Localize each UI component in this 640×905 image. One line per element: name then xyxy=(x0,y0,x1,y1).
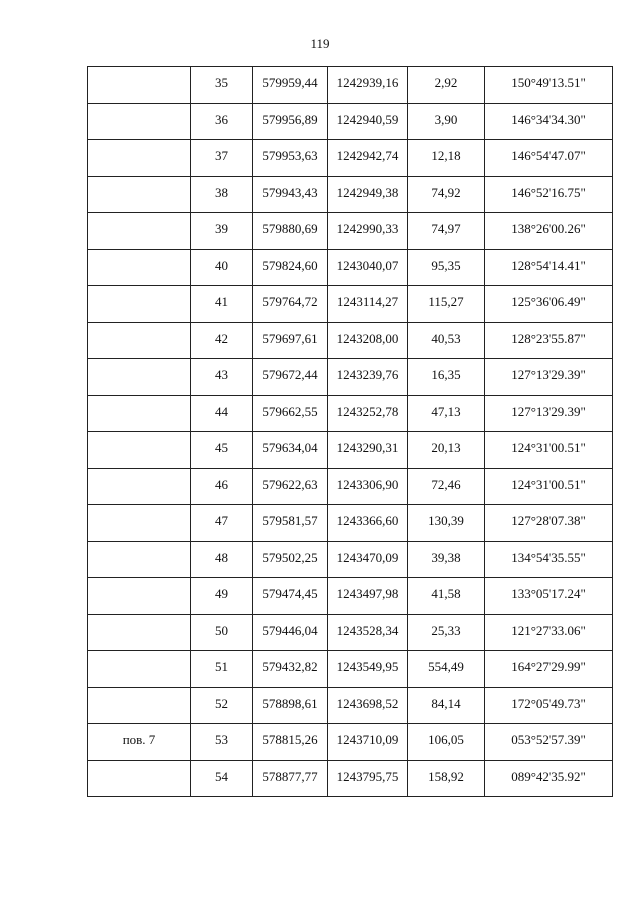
table-row xyxy=(88,359,613,396)
table-row xyxy=(88,578,613,615)
direction-angle-cell: 172°05'49.73" xyxy=(485,687,613,724)
x-coordinate-cell: 579880,69 xyxy=(253,213,328,250)
table-row xyxy=(88,724,613,761)
y-coordinate-cell: 1242940,59 xyxy=(328,103,408,140)
direction-angle-cell: 133°05'17.24" xyxy=(485,578,613,615)
point-number-cell: 54 xyxy=(191,760,253,797)
y-coordinate-cell: 1243470,09 xyxy=(328,541,408,578)
point-number-cell: 37 xyxy=(191,140,253,177)
segment-length-cell: 20,13 xyxy=(408,432,485,469)
direction-angle-cell: 127°28'07.38" xyxy=(485,505,613,542)
point-label-cell xyxy=(88,541,191,578)
direction-angle-cell: 164°27'29.99" xyxy=(485,651,613,688)
point-label-cell xyxy=(88,614,191,651)
direction-angle-cell: 150°49'13.51" xyxy=(485,67,613,104)
point-label-cell xyxy=(88,578,191,615)
point-number-cell: 43 xyxy=(191,359,253,396)
segment-length-cell: 84,14 xyxy=(408,687,485,724)
segment-length-cell: 40,53 xyxy=(408,322,485,359)
y-coordinate-cell: 1243040,07 xyxy=(328,249,408,286)
direction-angle-cell: 125°36'06.49" xyxy=(485,286,613,323)
point-number-cell: 45 xyxy=(191,432,253,469)
coordinates-table-body xyxy=(88,67,613,797)
direction-angle-cell: 134°54'35.55" xyxy=(485,541,613,578)
table-row xyxy=(88,176,613,213)
point-number-cell: 50 xyxy=(191,614,253,651)
direction-angle-cell: 127°13'29.39" xyxy=(485,395,613,432)
segment-length-cell: 41,58 xyxy=(408,578,485,615)
segment-length-cell: 158,92 xyxy=(408,760,485,797)
point-number-cell: 47 xyxy=(191,505,253,542)
table-row xyxy=(88,651,613,688)
point-label-cell: пов. 7 xyxy=(88,724,191,761)
page-number: 119 xyxy=(310,36,330,51)
point-label-cell xyxy=(88,760,191,797)
x-coordinate-cell: 579697,61 xyxy=(253,322,328,359)
direction-angle-cell: 146°52'16.75" xyxy=(485,176,613,213)
table-row xyxy=(88,505,613,542)
point-label-cell xyxy=(88,432,191,469)
point-number-cell: 53 xyxy=(191,724,253,761)
direction-angle-cell: 146°34'34.30" xyxy=(485,103,613,140)
point-label-cell xyxy=(88,140,191,177)
point-number-cell: 46 xyxy=(191,468,253,505)
x-coordinate-cell: 579959,44 xyxy=(253,67,328,104)
point-label-cell xyxy=(88,249,191,286)
segment-length-cell: 39,38 xyxy=(408,541,485,578)
point-label-cell xyxy=(88,468,191,505)
y-coordinate-cell: 1243698,52 xyxy=(328,687,408,724)
x-coordinate-cell: 579581,57 xyxy=(253,505,328,542)
x-coordinate-cell: 579432,82 xyxy=(253,651,328,688)
segment-length-cell: 554,49 xyxy=(408,651,485,688)
segment-length-cell: 12,18 xyxy=(408,140,485,177)
segment-length-cell: 72,46 xyxy=(408,468,485,505)
table-row xyxy=(88,140,613,177)
point-number-cell: 52 xyxy=(191,687,253,724)
point-number-cell: 40 xyxy=(191,249,253,286)
point-number-cell: 36 xyxy=(191,103,253,140)
y-coordinate-cell: 1242942,74 xyxy=(328,140,408,177)
x-coordinate-cell: 578815,26 xyxy=(253,724,328,761)
direction-angle-cell: 146°54'47.07" xyxy=(485,140,613,177)
y-coordinate-cell: 1243114,27 xyxy=(328,286,408,323)
y-coordinate-cell: 1242990,33 xyxy=(328,213,408,250)
coordinates-table xyxy=(87,66,613,797)
direction-angle-cell: 124°31'00.51" xyxy=(485,468,613,505)
direction-angle-cell: 127°13'29.39" xyxy=(485,359,613,396)
x-coordinate-cell: 579634,04 xyxy=(253,432,328,469)
point-label-cell xyxy=(88,286,191,323)
point-label-cell xyxy=(88,103,191,140)
direction-angle-cell: 138°26'00.26" xyxy=(485,213,613,250)
point-number-cell: 48 xyxy=(191,541,253,578)
direction-angle-cell: 124°31'00.51" xyxy=(485,432,613,469)
y-coordinate-cell: 1243208,00 xyxy=(328,322,408,359)
x-coordinate-cell: 579662,55 xyxy=(253,395,328,432)
x-coordinate-cell: 579943,43 xyxy=(253,176,328,213)
y-coordinate-cell: 1242939,16 xyxy=(328,67,408,104)
x-coordinate-cell: 579622,63 xyxy=(253,468,328,505)
x-coordinate-cell: 578877,77 xyxy=(253,760,328,797)
x-coordinate-cell: 579764,72 xyxy=(253,286,328,323)
segment-length-cell: 25,33 xyxy=(408,614,485,651)
direction-angle-cell: 121°27'33.06" xyxy=(485,614,613,651)
table-row xyxy=(88,286,613,323)
y-coordinate-cell: 1243528,34 xyxy=(328,614,408,651)
point-number-cell: 42 xyxy=(191,322,253,359)
table-row xyxy=(88,468,613,505)
point-number-cell: 44 xyxy=(191,395,253,432)
y-coordinate-cell: 1243549,95 xyxy=(328,651,408,688)
table-row xyxy=(88,213,613,250)
table-row xyxy=(88,614,613,651)
direction-angle-cell: 128°54'14.41" xyxy=(485,249,613,286)
segment-length-cell: 16,35 xyxy=(408,359,485,396)
segment-length-cell: 130,39 xyxy=(408,505,485,542)
x-coordinate-cell: 578898,61 xyxy=(253,687,328,724)
y-coordinate-cell: 1243290,31 xyxy=(328,432,408,469)
point-number-cell: 49 xyxy=(191,578,253,615)
point-number-cell: 41 xyxy=(191,286,253,323)
direction-angle-cell: 128°23'55.87" xyxy=(485,322,613,359)
x-coordinate-cell: 579672,44 xyxy=(253,359,328,396)
segment-length-cell: 3,90 xyxy=(408,103,485,140)
point-label-cell xyxy=(88,322,191,359)
segment-length-cell: 47,13 xyxy=(408,395,485,432)
segment-length-cell: 74,92 xyxy=(408,176,485,213)
y-coordinate-cell: 1243306,90 xyxy=(328,468,408,505)
y-coordinate-cell: 1243795,75 xyxy=(328,760,408,797)
table-row xyxy=(88,103,613,140)
table-row xyxy=(88,541,613,578)
point-label-cell xyxy=(88,359,191,396)
point-number-cell: 35 xyxy=(191,67,253,104)
point-label-cell xyxy=(88,505,191,542)
point-number-cell: 38 xyxy=(191,176,253,213)
direction-angle-cell: 053°52'57.39" xyxy=(485,724,613,761)
x-coordinate-cell: 579953,63 xyxy=(253,140,328,177)
point-label-cell xyxy=(88,395,191,432)
segment-length-cell: 2,92 xyxy=(408,67,485,104)
table-row xyxy=(88,687,613,724)
table-row xyxy=(88,432,613,469)
point-label-cell xyxy=(88,687,191,724)
y-coordinate-cell: 1243252,78 xyxy=(328,395,408,432)
point-label-cell xyxy=(88,67,191,104)
direction-angle-cell: 089°42'35.92" xyxy=(485,760,613,797)
x-coordinate-cell: 579446,04 xyxy=(253,614,328,651)
segment-length-cell: 74,97 xyxy=(408,213,485,250)
y-coordinate-cell: 1243710,09 xyxy=(328,724,408,761)
y-coordinate-cell: 1243239,76 xyxy=(328,359,408,396)
segment-length-cell: 106,05 xyxy=(408,724,485,761)
point-number-cell: 51 xyxy=(191,651,253,688)
x-coordinate-cell: 579474,45 xyxy=(253,578,328,615)
point-label-cell xyxy=(88,213,191,250)
y-coordinate-cell: 1243366,60 xyxy=(328,505,408,542)
segment-length-cell: 115,27 xyxy=(408,286,485,323)
table-row xyxy=(88,322,613,359)
x-coordinate-cell: 579824,60 xyxy=(253,249,328,286)
table-row xyxy=(88,249,613,286)
x-coordinate-cell: 579956,89 xyxy=(253,103,328,140)
y-coordinate-cell: 1243497,98 xyxy=(328,578,408,615)
segment-length-cell: 95,35 xyxy=(408,249,485,286)
table-row xyxy=(88,67,613,104)
y-coordinate-cell: 1242949,38 xyxy=(328,176,408,213)
x-coordinate-cell: 579502,25 xyxy=(253,541,328,578)
point-label-cell xyxy=(88,651,191,688)
point-number-cell: 39 xyxy=(191,213,253,250)
table-row xyxy=(88,760,613,797)
table-row xyxy=(88,395,613,432)
point-label-cell xyxy=(88,176,191,213)
